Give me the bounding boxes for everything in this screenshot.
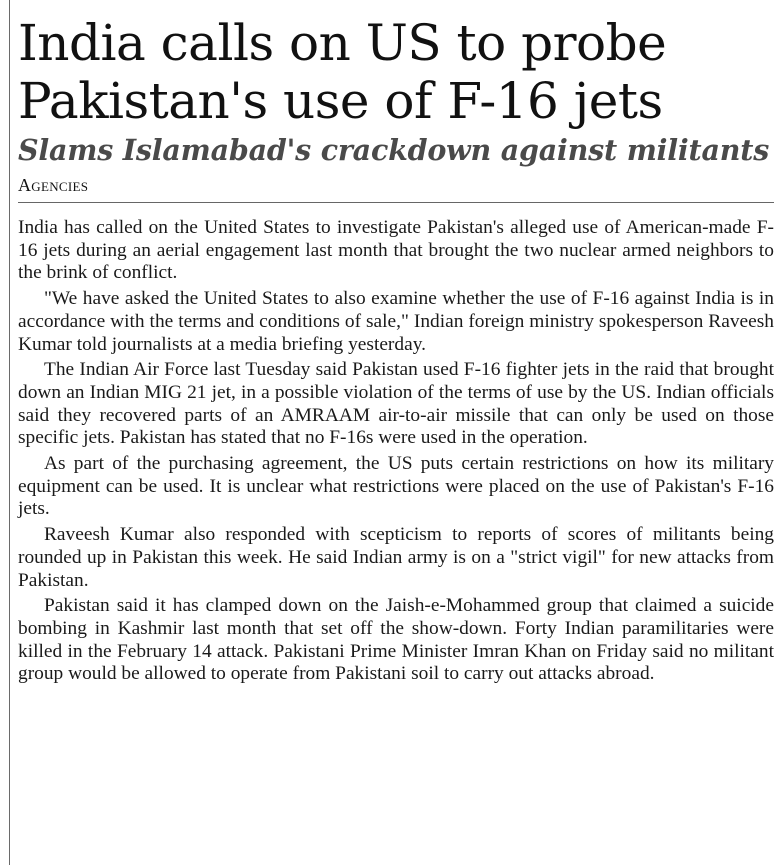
news-article (18, 0, 774, 689)
paragraph-4: As part of the purchasing agreement, the US puts certain restrictions on how its military equipment can be used. It is unclear what restrictions were placed on the use of Pakistan's F-16 jets. (18, 453, 774, 520)
headline-line-2: Pakistan's use of F-16 jets (18, 72, 663, 130)
paragraph-3: The Indian Air Force last Tuesday said Pakistan used F-16 fighter jets in the raid that brought down an Indian MIG 21 jet, in a possible violation of the terms of use by the US. Indian officials said they recovered parts of an AMRAAM air-to-air missile that can only be used on those specific jets. Pakistan has stated that no F-16s were used in the operation. (18, 359, 774, 449)
paragraph-2: "We have asked the United States to also examine whether the use of F-16 against India is in accordance with the terms and conditions of sale," Indian foreign ministry spokesperson Raveesh Kumar told journalists at a media briefing yesterday. (18, 288, 774, 355)
paragraph-1: India has called on the United States to investigate Pakistan's alleged use of American-made F-16 jets during an aerial engagement last month that brought the two nuclear armed neighbors to the brink of conflict. (18, 217, 774, 284)
byline-divider (18, 202, 774, 203)
column-rule (9, 0, 10, 865)
paragraph-5: Raveesh Kumar also responded with scepticism to reports of scores of militants being rounded up in Pakistan this week. He said Indian army is on a "strict vigil" for new attacks from Pakistan. (18, 524, 774, 591)
subheadline: Slams Islamabad's crackdown against militants (18, 133, 770, 167)
byline: Agencies (18, 175, 89, 195)
paragraph-6: Pakistan said it has clamped down on the Jaish-e-Mohammed group that claimed a suicide bombing in Kashmir last month that set off the show-down. Forty Indian paramilitaries were killed in the February 14 attack. Pakistani Prime Minister Imran Khan on Friday said no militant group would be allowed to operate from Pakistani soil to carry out attacks abroad. (18, 595, 774, 685)
headline-line-1: India calls on US to probe (18, 14, 667, 72)
headline (18, 0, 774, 130)
article-body (18, 217, 774, 686)
